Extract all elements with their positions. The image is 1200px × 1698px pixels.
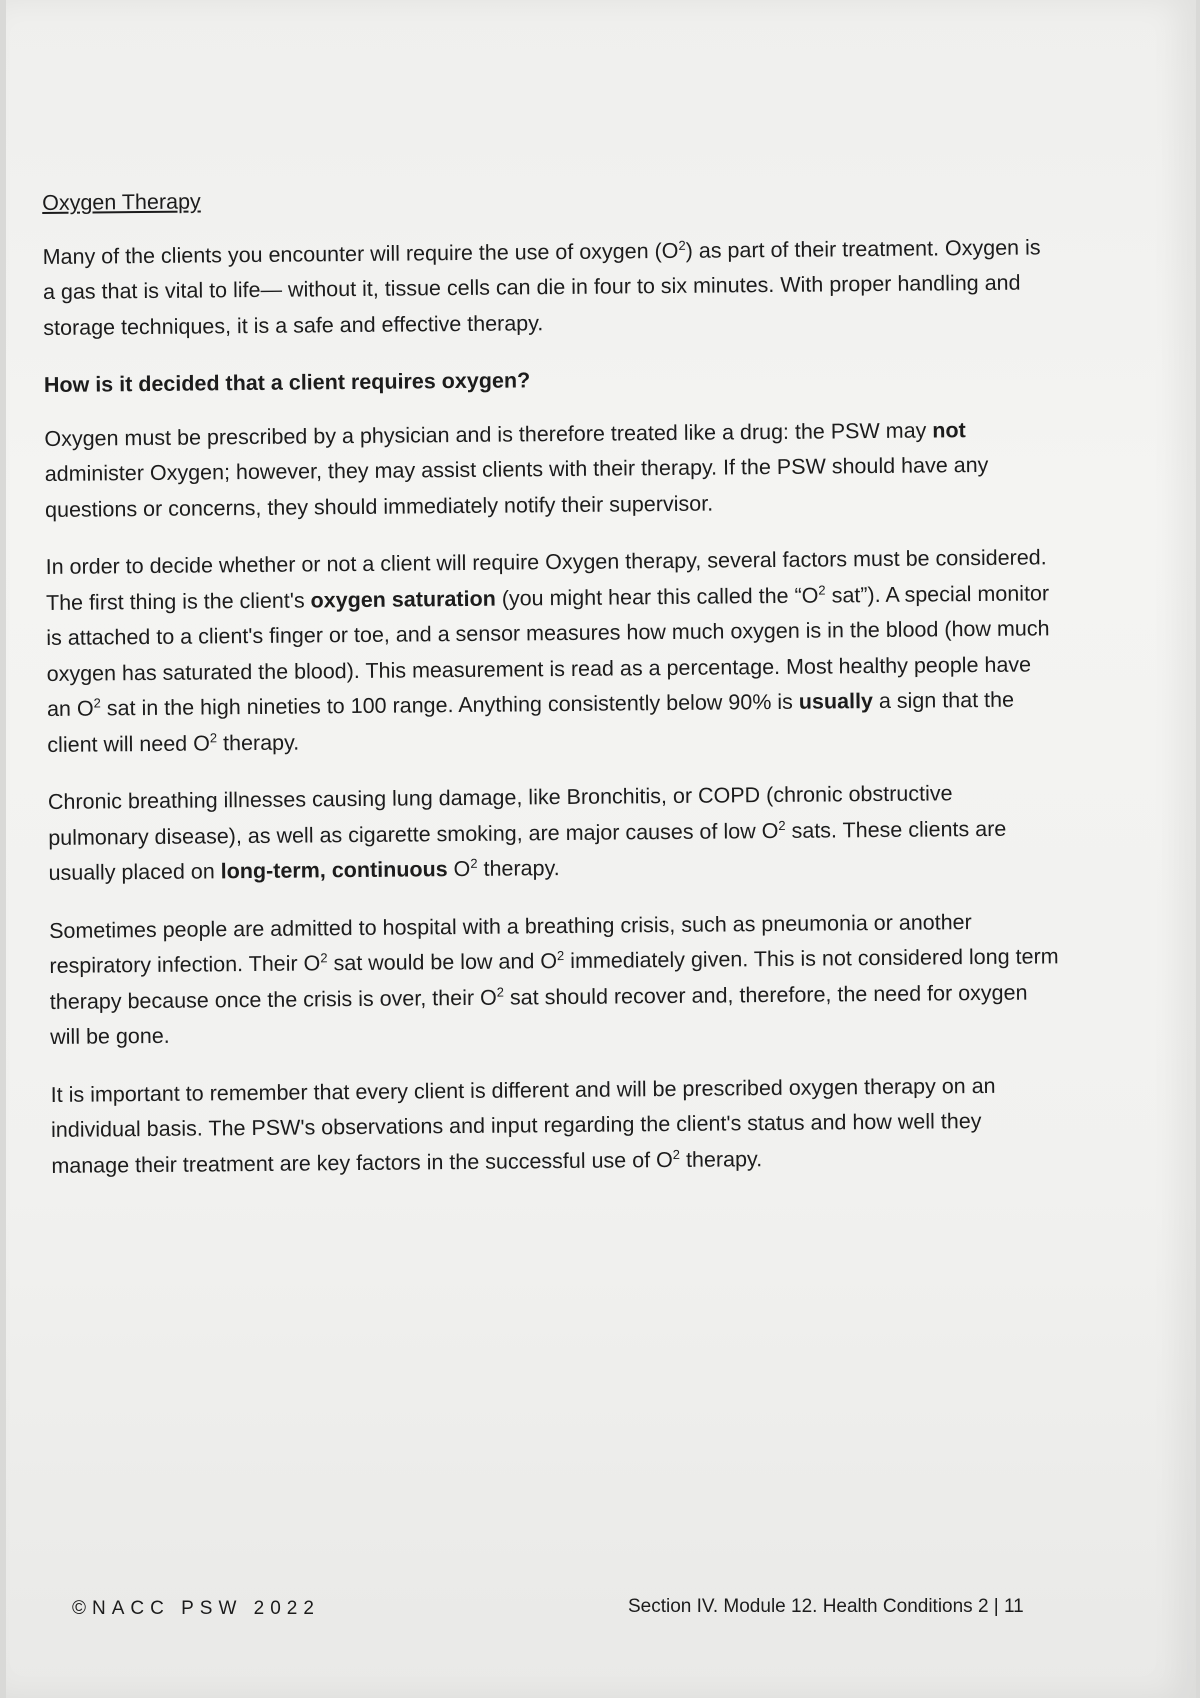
footer-section: Section IV. Module 12. Health Conditions 2 | 11	[628, 1596, 1024, 1617]
individual-paragraph: It is important to remember that every client is different and will be prescribed oxygen therapy on an individual basis. The PSW's observations and input regarding the client's status and how well they manage their treatment are key factors in the successful use of $O^2$ therapy.	[50, 1073, 996, 1178]
document-page	[6, 0, 1196, 1698]
intro-paragraph: Many of the clients you encounter will require the use of oxygen $(O^2)$ as part of their treatment. Oxygen is a gas that is vital to life— without it, tissue cells can die in four to six minutes. With proper handling and storage techniques, it is a safe and effective therapy.	[42, 234, 1041, 340]
footer-copyright: ©NACC PSW 2022	[72, 1598, 320, 1619]
page-title: Oxygen Therapy	[42, 189, 201, 215]
prescribed-paragraph: Oxygen must be prescribed by a physician and is therefore treated like a drug: the PSW may not administer Oxygen; however, they may assist clients with their therapy. If the PSW should have any questions or concerns, they should immediately notify their supervisor.	[44, 417, 989, 522]
crisis-paragraph: Sometimes people are admitted to hospital with a breathing crisis, such as pneumonia or another respiratory infection. Their $O^2$ sat would be low and $O^2$ immediately given. This is not considered long term therapy because once the crisis is over, their $O^2$ sat should recover and, therefore, the need for oxygen will be gone.	[49, 909, 1059, 1049]
chronic-paragraph: Chronic breathing illnesses causing lung damage, like Bronchitis, or COPD (chronic obstructive pulmonary disease), as well as cigarette smoking, are major causes of low $O^2$ sats. These clients are usually placed on long-term, continuous $O^2$ therapy.	[47, 781, 1007, 885]
document-body	[42, 176, 1062, 1206]
section-question: How is it decided that a client requires oxygen?	[43, 368, 531, 397]
decide-paragraph: In order to decide whether or not a client will require Oxygen therapy, several factors must be considered. The first thing is the client's oxygen saturation (you might hear this called the “$O^2$ sat”). A special monitor is attached to a client's finger or toe, and a sensor measures how much oxygen is in the blood (how much oxygen has saturated the blood). This measurement is read as a percentage. Most healthy people have an $O^2$ sat in the high nineties to 100 range. Anything consistently below 90% is usually a sign that the client will need $O^2$ therapy.	[45, 545, 1050, 757]
